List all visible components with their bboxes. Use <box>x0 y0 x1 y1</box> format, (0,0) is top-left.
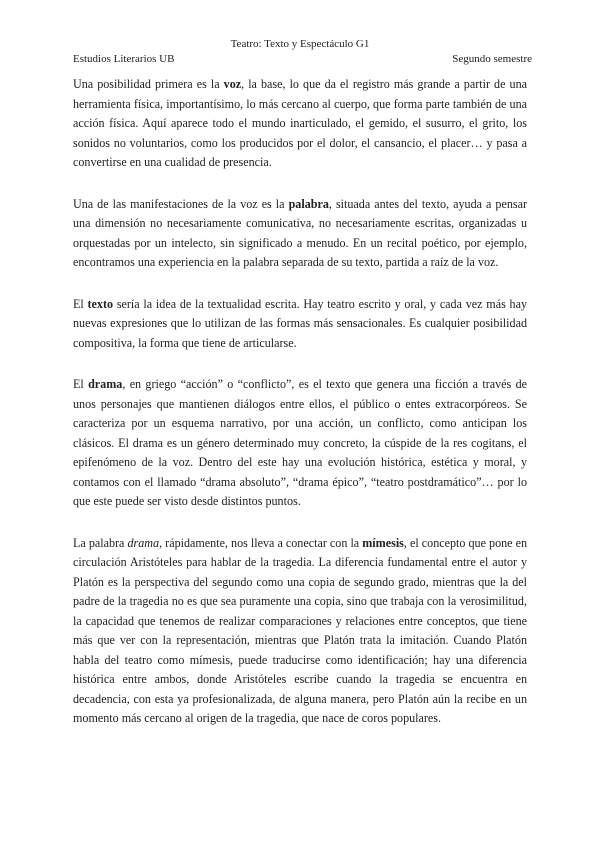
text-run: Una posibilidad primera es la <box>73 77 224 91</box>
paragraph-mimesis <box>73 534 527 729</box>
header-institution: Estudios Literarios UB <box>73 53 175 65</box>
term-mimesis: mímesis <box>362 535 404 550</box>
text-run: , el concepto que pone en circulación Aristóteles para hablar de la tragedia. La diferencia fundamental entre el autor y Platón es la perspectiva del segundo como una copia de segundo grado, mientras que la del padre de la tragedia no es que sea puramente una copia, sino que trabaja con la verosimilitud, la capacidad que tenemos de realizar comparaciones y relaciones entre conceptos, que tiene más que ver con la representación, mientras que Platón trata la imitación. Cuando Platón habla del teatro como mímesis, puede traducirse como identificación; hay una diferencia histórica entre ambos, donde Aristóteles escribe cuando la tragedia se encuentra en decadencia, con esta ya profesionalizada, de alguna manera, pero Platón aún la recibe en un momento más cercano al origen de la tragedia, que nace de coros populares. <box>73 535 528 725</box>
text-run: El <box>73 296 88 311</box>
term-drama: drama <box>88 377 123 391</box>
text-run: , rápidamente, nos lleva a conectar con la <box>159 535 363 550</box>
term-palabra: palabra <box>288 196 329 211</box>
paragraph-palabra <box>73 195 527 273</box>
text-run: , en griego “acción” o “conflicto”, es el texto que genera una ficción a través de unos personajes que mantienen diálogos entre ellos, el público o entes extracorpóreos. Se caracteriza por un esquema narrativo, por una acción, un conflicto, como anticipan los clásicos. El drama es un género determinado muy concreto, la cúspide de la res cogitans, el epifenómeno de la voz. Dentro del este hay una evolución histórica, estética y moral, y contamos con el llamado “drama absoluto”, “drama épico”, “teatro postdramático”… por lo que este puede ser visto desde distintos puntos. <box>73 377 527 508</box>
text-run: , la base, lo que da el registro más grande a partir de una herramienta física, importantísimo, lo más cercano al cuerpo, que forma parte también de una acción física. Aquí aparece todo el mundo inarticulado, el gemido, el susurro, el grito, los sonidos no voluntarios, como los producidos por el dolor, el cansancio, el placer… y pasa a convertirse en una cualidad de presencia. <box>73 77 528 169</box>
text-run: El <box>73 377 89 391</box>
term-voz: voz <box>223 77 242 91</box>
course-title: Teatro: Texto y Espectáculo G1 <box>230 38 370 50</box>
text-run: , situada antes del texto, ayuda a pensar una dimensión no necesariamente comunicativa, no necesariamente escritas, organizadas u orquestadas por un intelecto, sin significado a menudo. En un recital poético, por ejemplo, encontramos una experiencia en la palabra separada de su texto, partida a raíz de la voz. <box>73 196 527 269</box>
text-run: sería la idea de la textualidad escrita. Hay teatro escrito y oral, y cada vez más hay nuevas expresiones que lo utilizan de las formas más sensacionales. Es cualquier posibilidad compositiva, la forma que tiene de articularse. <box>73 296 527 350</box>
term-texto: texto <box>87 296 114 311</box>
paragraph-voz <box>73 75 527 173</box>
paragraph-texto <box>73 295 527 354</box>
text-run: La palabra <box>73 535 128 550</box>
text-run: Una de las manifestaciones de la voz es la <box>73 196 289 211</box>
header-semester: Segundo semestre <box>452 53 532 65</box>
term-drama-italic: drama <box>127 535 160 550</box>
paragraph-drama <box>73 375 527 512</box>
document-body <box>73 75 527 751</box>
